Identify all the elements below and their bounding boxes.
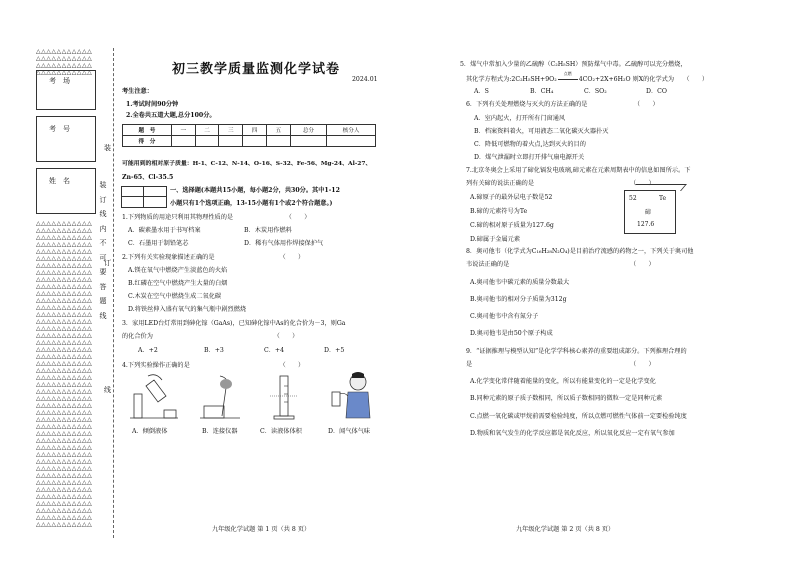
q6-option-c: C．降低可燃物的着火点,达到灭火的目的 — [474, 141, 586, 148]
q8-line2: 韦说法正确的是 （ ） — [466, 261, 655, 268]
exam-number-box[interactable]: 考 号 — [36, 116, 96, 162]
exam-date: 2024.01 — [352, 76, 378, 83]
q9-option-a: A.化学变化常伴随着能量的变化，所以有能量变化的一定是化学变化 — [470, 378, 656, 385]
read-volume-illustration — [262, 372, 306, 424]
score-cell[interactable] — [219, 136, 243, 147]
q3-line2: 的化合价为 （ ） — [122, 333, 299, 340]
q4-option-d: D．闻气体气味 — [328, 428, 371, 435]
atomic-mass-line2: Zn-65、Cl-35.5 — [122, 174, 174, 181]
notice-title: 考生注意： — [122, 88, 153, 95]
reaction-arrow: 点燃 — [557, 76, 579, 84]
binding-vertical-notice: 装 订 线 内 不 可 要 答 题 线 — [99, 181, 107, 320]
section1-heading-2: 小题只有1个选项正确，13-15小题有1个或2个符合题意。) — [170, 200, 333, 207]
q3-option-a: A．+2 — [138, 347, 158, 354]
binding-label-xian: 线 — [104, 386, 111, 394]
q7-line2: 列有关碲的说法正确的是 （ ） — [466, 180, 655, 187]
q1-option-c: C．石墨用于制铅笔芯 — [128, 240, 189, 247]
tellurium-element-card: 52 Te 碲 127.6 — [624, 190, 676, 234]
q1-option-d: D．稀有气体用作焊接保护气 — [244, 240, 324, 247]
page1-footer: 九年级化学试题 第 1 页（共 8 页） — [212, 526, 311, 533]
notice-total: 2.全卷共五道大题,总分100分。 — [126, 112, 216, 119]
score-cell[interactable] — [266, 136, 290, 147]
q5-option-c: C．SO₂ — [584, 88, 607, 95]
student-name-box[interactable]: 姓 名 — [36, 168, 96, 214]
q8-option-c: C.奥司他韦中含有氮分子 — [470, 313, 539, 320]
q8-option-b: B.奥司他韦的相对分子质量为312g — [470, 296, 567, 303]
q7-option-a: A.碲原子的最外层电子数是52 — [470, 194, 553, 201]
score-cell[interactable] — [290, 136, 326, 147]
q9: 9．“证据推理与模型认知”是化学学科核心素养的重要组成部分。下列推理合理的 — [466, 348, 687, 355]
q1-option-a: A．碳素墨水用于书写档案 — [128, 227, 201, 234]
notice-duration: 1.考试时间90分钟 — [126, 101, 179, 108]
q4-option-b: B．连接仪器 — [202, 428, 238, 435]
q6-option-b: B．档案资料着火，可用液态二氧化碳灭火器扑灭 — [474, 128, 609, 135]
triangle-border-top: △△△△△△△△△△△ △△△△△△△△△△△ △△△△△△△△△△△ △△△△△△△△△△△ — [36, 48, 93, 76]
page2-footer: 九年级化学试题 第 2 页（共 8 页） — [516, 526, 615, 533]
q7: 7.北京冬奥会上采用了碲化镉发电玻璃,碲元素在元素周期表中的信息如图所示。下 — [466, 167, 691, 174]
q3-option-b: B．+3 — [204, 347, 224, 354]
q9-option-d: D.物质和氧气发生的化学反应都是氧化反应，所以氧化反应一定有氧气参加 — [470, 430, 675, 437]
q5-option-b: B．CH₄ — [530, 88, 554, 95]
score-table-row: 得 分 — [123, 136, 376, 147]
q8-option-d: D.奥司他韦是由50个原子构成 — [470, 330, 553, 337]
q3: 3．家用LED台灯常用到砷化镓（GaAs)，已知砷化镓中As的化合价为－3，则Ga — [122, 320, 346, 327]
q9-option-c: C.点燃一氧化碳或甲烷前需要检验纯度，所以点燃可燃性气体前一定要检验纯度 — [470, 413, 687, 420]
binding-label-zhuang: 装 — [104, 144, 111, 152]
page-title: 初三教学质量监测化学试卷 — [172, 62, 341, 77]
q7-option-c: C.碲的相对原子质量为127.6g — [470, 222, 554, 229]
pouring-liquid-illustration — [128, 372, 180, 424]
exam-room-box[interactable]: 考 场 — [36, 70, 96, 110]
q3-option-d: D．+5 — [324, 347, 345, 354]
score-cell[interactable] — [243, 136, 267, 147]
section1-heading: 一、选择题(本题共15小题，每小题2分，共30分。其中1-12 — [170, 187, 340, 194]
q3-option-c: C．+4 — [264, 347, 285, 354]
q8-option-a: A.奥司他韦中碳元素的质量分数最大 — [470, 279, 570, 286]
q1-option-b: B．木炭用作燃料 — [244, 227, 292, 234]
q2-option-c: C.木炭在空气中燃烧生成二氧化碳 — [128, 293, 222, 300]
section-score-box[interactable] — [121, 186, 167, 208]
binding-label-ding: 订 — [104, 259, 111, 267]
q5: 5．煤气中常加入少量的乙硫醇（C₂H₅SH）预防煤气中毒。乙硫醇可以充分燃烧， — [460, 61, 687, 68]
q9-line2: 是 （ ） — [466, 361, 655, 368]
q7-option-b: B.碲的元素符号为Te — [470, 208, 528, 215]
cut-line — [113, 48, 114, 538]
q6-option-d: D．煤气泄漏时立即打开排气扇电源开关 — [474, 154, 585, 161]
q6: 6．下列有关处理燃烧与灭火的方法正确的是 （ ） — [466, 101, 659, 108]
q2-option-b: B.红磷在空气中燃烧产生大量的白烟 — [128, 280, 228, 287]
q6-option-a: A．室内起火，打开所有门窗通风 — [474, 115, 566, 122]
q2-option-d: D.将铁丝伸入盛有氧气的集气瓶中剧烈燃烧 — [128, 306, 247, 313]
q5-option-a: A．S — [474, 88, 489, 95]
q5-option-d: D．CO — [646, 88, 667, 95]
atomic-mass-line1: 可能用到的相对原子质量：H-1、C-12、N-14、O-16、S-32、Fe-56、Mg-24、Al-27、 — [122, 160, 372, 167]
score-cell[interactable] — [171, 136, 195, 147]
score-table-header: 题 号 一 二 三 四 五 总分 核分人 — [123, 125, 376, 136]
smell-gas-illustration — [322, 370, 378, 424]
q2-option-a: A.镁在氧气中燃烧产生淡蓝色的火焰 — [128, 267, 228, 274]
q8: 8．奥司他韦（化学式为C₁₆H₂₈N₂O₄)是目前治疗流感的药物之一，下列关于奥司他 — [466, 248, 694, 255]
q2: 2.下列有关实验现象描述正确的是 （ ） — [122, 254, 305, 261]
triangle-border-bottom: △△△△△△△△△△△ △△△△△△△△△△△ △△△△△△△△△△△ △△△△△△△△△△△ △△△△△△△△△△△ △△△△△△△△△△△ △△△△△△△△△△△ △△△△△△△△△△△ △△△△△△△△△△△ △△△△△△△△△△△ △△△△△△△△△△△ △△△△△△△△△△△ △△△△△△△△△△△ △△△△△△△△△△△ △△△△△△△△△△△ △△△△△△△△△△△ △△△△△△△△△△△ △△△△△△△△△△△ △△△△△△△△△△△ △△△△△△△△△△△ △△△△△△△△△△△ △△△△△△△△△△△ △△△△△△△△△△△ △△△△△△△△△△△ △△△△△△△△△△△ △△△△△△△△△△△ △△△△△△△△△△△ △△△△△△△△△△△ △△△△△△△△△△△ △△△△△△△△△△△ △△△△△△△△△△△ △△△△△△△△△△△ △△△△△△△△△△△ △△△△△△△△△△△ △△△△△△△△△△△ △△△△△△△△△△△ △△△△△△△△△△△ △△△△△△△△△△△ △△△△△△△△△△△ △△△△△△△△△△△ △△△△△△△△△△△ △△△△△△△△△△△ △△△△△△△△△△△ △△△△△△△△△△△ — [36, 220, 93, 528]
q1: 1.下列物质的用途只利用其物理性质的是 （ ） — [122, 214, 311, 221]
score-table — [122, 124, 376, 147]
score-cell[interactable] — [327, 136, 376, 147]
q9-option-b: B.同种元素的原子质子数相同，所以质子数相同的微粒一定是同种元素 — [470, 395, 663, 402]
q4-option-a: A．倾倒液体 — [132, 428, 168, 435]
connect-apparatus-illustration — [196, 372, 244, 424]
q4-option-c: C．读液体体积 — [260, 428, 302, 435]
q4: 4.下列实验操作正确的是 （ ） — [122, 362, 305, 369]
q5-equation: 其化学方程式为:2C₂H₅SH+9O₂ 点燃 4CO₂+2X+6H₂O 则X的化学式为 （ ） — [466, 71, 709, 83]
score-cell[interactable] — [195, 136, 219, 147]
q7-option-d: D.碲属于金属元素 — [470, 236, 521, 243]
